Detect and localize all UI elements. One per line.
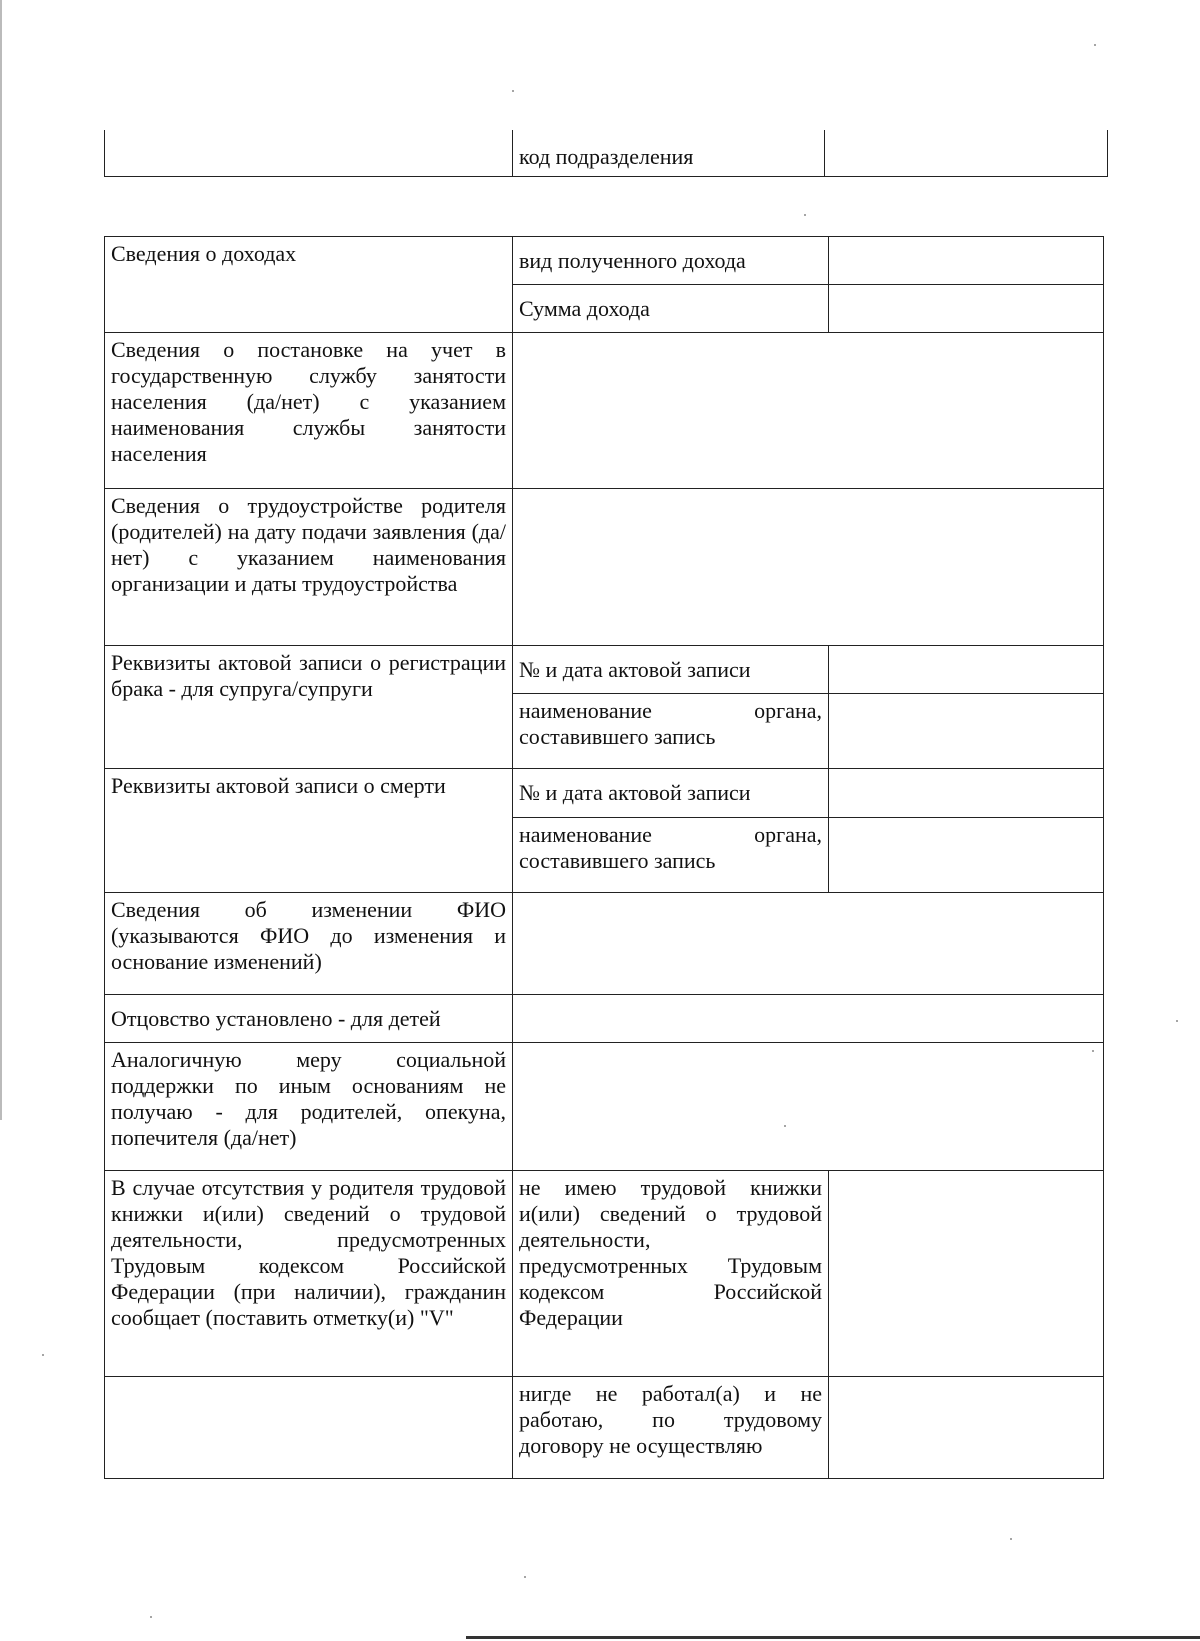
table-row — [105, 995, 1104, 1043]
marriage-authority-label: наименование органа, составившего запись — [513, 694, 829, 769]
no-work-book-option1-mark[interactable] — [829, 1171, 1104, 1377]
no-work-book-option2-label: нигде не работал(а) и не работаю, по трудовому договору не осуществляю — [513, 1377, 829, 1479]
table-row — [105, 893, 1104, 995]
income-sum-label: Сумма дохода — [513, 285, 829, 333]
marriage-number-date-value[interactable] — [829, 646, 1104, 694]
name-change-value[interactable] — [513, 893, 1104, 995]
table-row — [105, 333, 1104, 489]
info-table — [104, 236, 1104, 1479]
scan-speck — [1092, 1050, 1094, 1052]
table-row — [105, 1377, 1104, 1479]
death-number-date-label: № и дата актовой записи — [513, 769, 829, 818]
scan-bottom-line — [466, 1636, 1200, 1639]
scan-edge — [0, 0, 2, 1120]
marriage-authority-value[interactable] — [829, 694, 1104, 769]
table-row — [105, 1171, 1104, 1377]
employment-service-label: Сведения о постановке на учет в государственную службу занятости населения (да/нет) с указанием наименования службы занятости населения — [105, 333, 513, 489]
parent-employment-label: Сведения о трудоустройстве родителя (родителей) на дату подачи заявления (да/нет) с указанием наименования организации и даты трудоустройства — [105, 489, 513, 646]
scan-speck — [42, 1354, 44, 1356]
subdivision-code-label: код подразделения — [513, 130, 825, 177]
scan-speck — [784, 1125, 786, 1127]
table-row — [105, 130, 1108, 177]
income-sum-value[interactable] — [829, 285, 1104, 333]
death-number-date-value[interactable] — [829, 769, 1104, 818]
marriage-number-date-label: № и дата актовой записи — [513, 646, 829, 694]
scan-speck — [150, 1616, 152, 1618]
no-work-book-option2-mark[interactable] — [829, 1377, 1104, 1479]
table-row — [105, 489, 1104, 646]
similar-support-value[interactable] — [513, 1043, 1104, 1171]
scan-speck — [804, 214, 806, 216]
table-row — [105, 769, 1104, 818]
income-type-value[interactable] — [829, 237, 1104, 285]
death-authority-label: наименование органа, составившего запись — [513, 818, 829, 893]
income-type-label: вид полученного дохода — [513, 237, 829, 285]
death-record-label: Реквизиты актовой записи о смерти — [105, 769, 513, 893]
table-row — [105, 237, 1104, 285]
paternity-label: Отцовство установлено - для детей — [105, 995, 513, 1043]
top-table — [104, 130, 1108, 177]
no-work-book-option1-label: не имею трудовой книжки и(или) сведений о трудовой деятельности, предусмотренных Трудовым кодексом Российской Федерации — [513, 1171, 829, 1377]
scan-speck — [524, 1576, 526, 1578]
no-work-book-label: В случае отсутствия у родителя трудовой книжки и(или) сведений о трудовой деятельности, предусмотренных Трудовым кодексом Российской Федерации (при наличии), гражданин сообщает (поставить отметку(и) "V" — [105, 1171, 513, 1377]
empty-cell — [105, 1377, 513, 1479]
death-authority-value[interactable] — [829, 818, 1104, 893]
scan-speck — [1176, 1020, 1178, 1022]
subdivision-code-value[interactable] — [825, 130, 1108, 177]
scan-speck — [1010, 1538, 1012, 1540]
scan-speck — [1094, 44, 1096, 46]
income-label: Сведения о доходах — [105, 237, 513, 333]
parent-employment-value[interactable] — [513, 489, 1104, 646]
table-row — [105, 1043, 1104, 1171]
marriage-record-label: Реквизиты актовой записи о регистрации брака - для супруга/супруги — [105, 646, 513, 769]
paternity-value[interactable] — [513, 995, 1104, 1043]
name-change-label: Сведения об изменении ФИО (указываются ФИО до изменения и основание изменений) — [105, 893, 513, 995]
empty-cell — [105, 130, 513, 177]
similar-support-label: Аналогичную меру социальной поддержки по иным основаниям не получаю - для родителей, опекуна, попечителя (да/нет) — [105, 1043, 513, 1171]
table-row — [105, 646, 1104, 694]
scan-speck — [512, 90, 514, 92]
employment-service-value[interactable] — [513, 333, 1104, 489]
